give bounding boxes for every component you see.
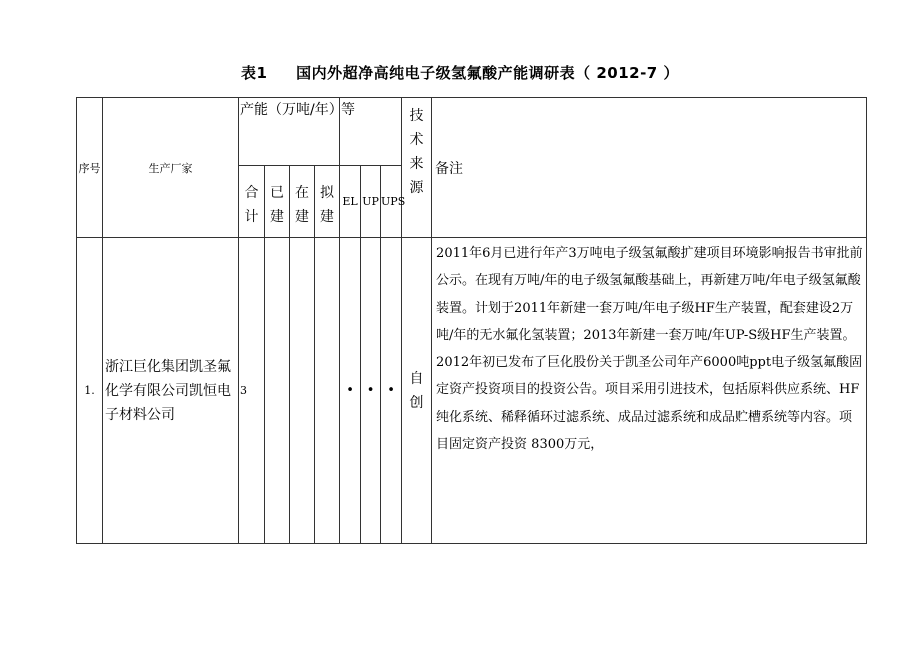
header-remarks: 备注 — [432, 98, 867, 238]
row-ups-mark: • — [381, 238, 402, 544]
row-built — [265, 238, 290, 544]
row-el-mark: • — [340, 238, 361, 544]
row-tech-source: 自 创 — [402, 238, 432, 544]
header-seq: 序号 — [77, 98, 103, 238]
row-planned — [315, 238, 340, 544]
table-title-text: 国内外超净高纯电子级氢氟酸产能调研表（ 2012-7 ） — [296, 64, 679, 82]
row-seq: 1. — [77, 238, 103, 544]
table-title — [0, 62, 920, 83]
header-grade: 等 — [340, 98, 402, 166]
header-up: UP — [361, 166, 381, 238]
table-row — [77, 238, 867, 544]
header-capacity: 产能（万吨/年） — [239, 98, 340, 166]
row-remarks: 2011年6月已进行年产3万吨电子级氢氟酸扩建项目环境影响报告书审批前公示。在现有万吨/年的电子级氢氟酸基础上，再新建万吨/年电子级氢氟酸装置。计划于2011年新建一套万吨/年电子级HF生产装置，配套建设2万吨/年的无水氟化氢装置；2013年新建一套万吨/年UP-S级HF生产装置。2012年初已发布了巨化股份关于凯圣公司年产6000吨ppt电子级氢氟酸固定资产投资项目的投资公告。项目采用引进技术，包括原料供应系统、HF纯化系统、稀释循环过滤系统、成品过滤系统和成品贮槽系统等内容。项目固定资产投资 8300万元， — [432, 238, 867, 544]
row-building — [290, 238, 315, 544]
header-row-1 — [77, 98, 867, 166]
header-planned: 拟 建 — [315, 166, 340, 238]
header-manufacturer: 生产厂家 — [103, 98, 239, 238]
header-tech-source: 技 术 来 源 — [402, 98, 432, 238]
header-building: 在 建 — [290, 166, 315, 238]
header-built: 已 建 — [265, 166, 290, 238]
header-total: 合 计 — [239, 166, 265, 238]
capacity-survey-table — [76, 97, 867, 544]
table-number: 表1 — [241, 64, 268, 82]
header-el: EL — [340, 166, 361, 238]
row-up-mark: • — [361, 238, 381, 544]
row-manufacturer: 浙江巨化集团凯圣氟化学有限公司凯恒电子材料公司 — [103, 238, 239, 544]
header-ups: UPS — [381, 166, 402, 238]
row-total: 3 — [239, 238, 265, 544]
